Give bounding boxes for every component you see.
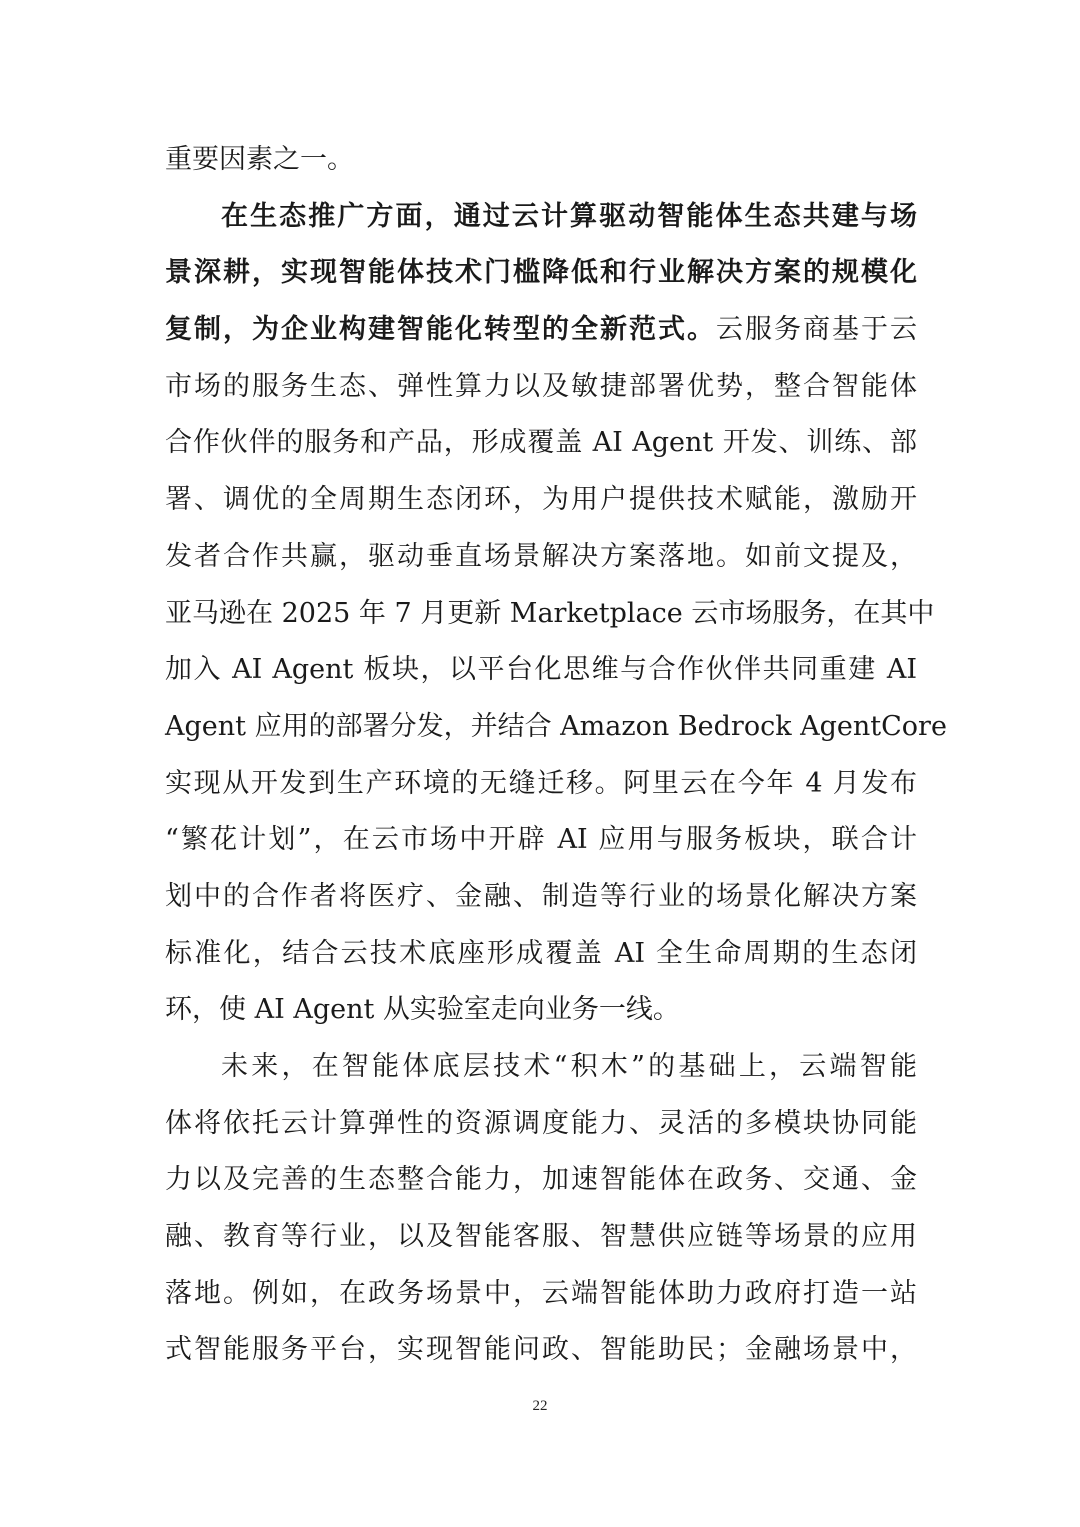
text-line-16: 环，使 AI Agent 从实验室走向业务一线。 — [165, 994, 680, 1026]
text-line-20: 融、教育等行业，以及智能客服、智慧供应链等场景的应用 — [165, 1221, 917, 1253]
text-line-4: 复制，为企业构建智能化转型的全新范式。云服务商基于云 — [165, 314, 917, 346]
page-number: 22 — [532, 1398, 548, 1414]
text-line-5: 市场的服务生态、弹性算力以及敏捷部署优势，整合智能体 — [165, 370, 917, 402]
text-line-19: 力以及完善的生态整合能力，加速智能体在政务、交通、金 — [165, 1164, 917, 1196]
text-line-14: 划中的合作者将医疗、金融、制造等行业的场景化解决方案 — [165, 880, 917, 912]
bold-sentence-end: 复制，为企业构建智能化转型的全新范式。 — [165, 314, 716, 346]
text-line-15: 标准化，结合云技术底座形成覆盖 AI 全生命周期的生态闭 — [165, 937, 917, 969]
text-line-13: “繁花计划”，在云市场中开辟 AI 应用与服务板块，联合计 — [165, 824, 917, 856]
text-line-12: 实现从开发到生产环境的无缝迁移。阿里云在今年 4 月发布 — [165, 767, 917, 799]
text-line-8: 发者合作共赢，驱动垂直场景解决方案落地。如前文提及， — [165, 540, 917, 572]
text-line-10: 加入 AI Agent 板块，以平台化思维与合作伙伴共同重建 AI — [165, 654, 917, 686]
text-line-1: 重要因素之一。 — [165, 144, 354, 175]
text-line-7: 署、调优的全周期生态闭环，为用户提供技术赋能，激励开 — [165, 484, 917, 516]
text-line-18: 体将依托云计算弹性的资源调度能力、灵活的多模块协同能 — [165, 1107, 917, 1139]
text-line-22: 式智能服务平台，实现智能问政、智能助民；金融场景中， — [165, 1334, 917, 1366]
text-line-3: 景深耕，实现智能体技术门槛降低和行业解决方案的规模化 — [165, 257, 917, 289]
text-line-6: 合作伙伴的服务和产品，形成覆盖 AI Agent 开发、训练、部 — [165, 427, 917, 459]
text-line-11: Agent 应用的部署分发，并结合 Amazon Bedrock AgentCore — [165, 710, 947, 742]
text-line-9: 亚马逊在 2025 年 7 月更新 Marketplace 云市场服务，在其中 — [165, 597, 935, 629]
text-line-21: 落地。例如，在政务场景中，云端智能体助力政府打造一站 — [165, 1277, 917, 1309]
text-line-17: 未来，在智能体底层技术“积木”的基础上，云端智能 — [221, 1051, 917, 1082]
text-line-2: 在生态推广方面，通过云计算驱动智能体生态共建与场 — [221, 200, 917, 232]
body-text — [165, 132, 947, 1379]
